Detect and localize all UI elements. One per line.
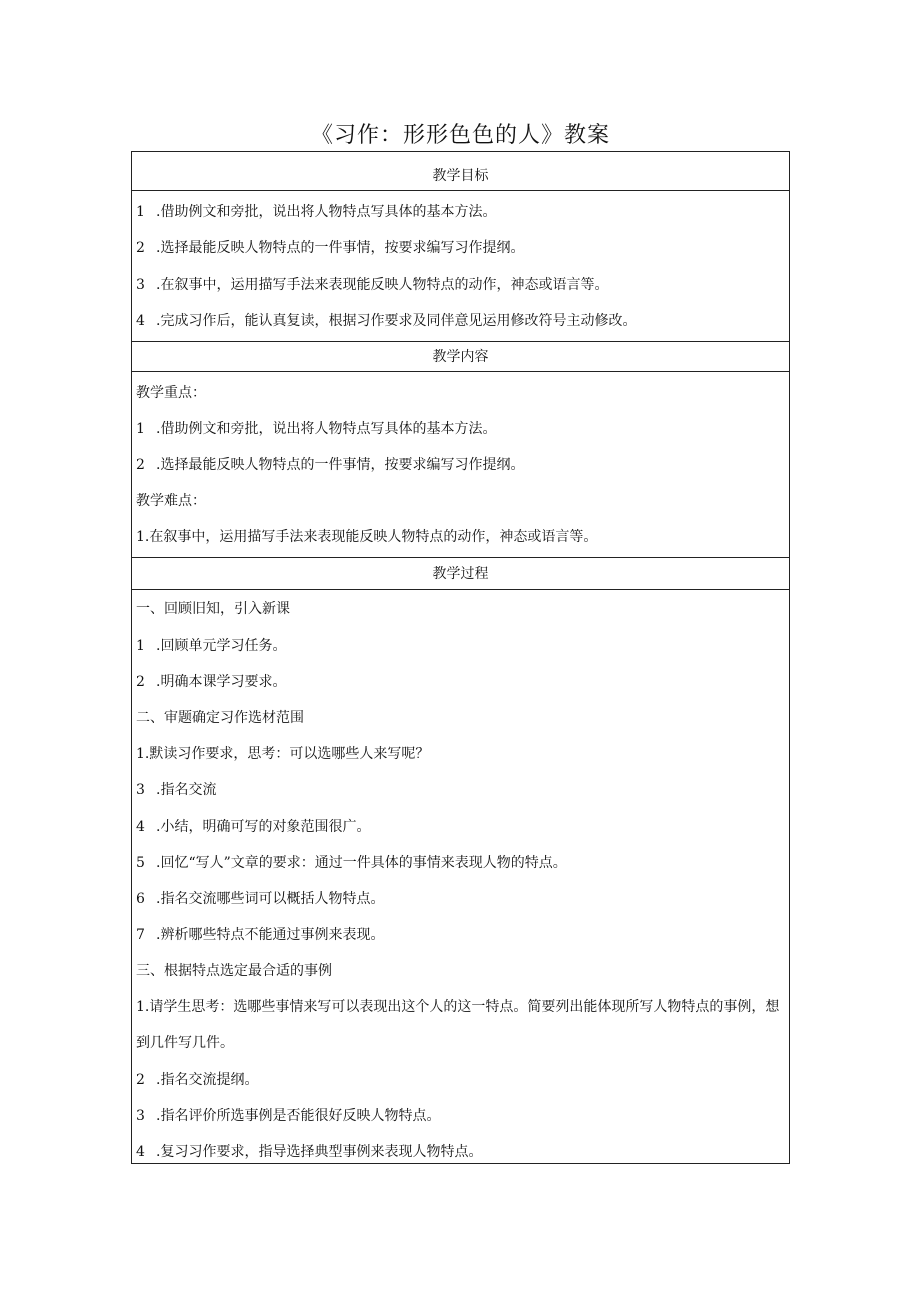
item-text: .指名评价所选事例是否能很好反映人物特点。 — [156, 1108, 441, 1124]
item-number: 4 — [136, 819, 145, 835]
divider — [132, 190, 789, 191]
item-number: 2 — [136, 674, 145, 690]
process-part-title: 三、根据特点选定最合适的事例 — [136, 963, 332, 979]
item-text: .完成习作后，能认真复读，根据习作要求及同伴意见运用修改符号主动修改。 — [156, 313, 637, 329]
process-heading: 教学过程 — [432, 566, 489, 582]
item-number: 1 — [136, 204, 145, 220]
item-text: .指名交流提纲。 — [156, 1072, 259, 1088]
process-step — [132, 1070, 789, 1090]
item-text: .选择最能反映人物特点的一件事情，按要求编写习作提纲。 — [156, 457, 525, 473]
item-number: 1 — [136, 421, 145, 437]
goals-heading: 教学目标 — [432, 168, 489, 184]
document-title: 《习作：形形色色的人》教案 — [310, 123, 610, 148]
divider — [132, 557, 789, 558]
item-number: 2 — [136, 240, 145, 256]
divider — [132, 371, 789, 372]
item-number: 2 — [136, 1072, 145, 1088]
item-text: .小结，明确可写的对象范围很广。 — [156, 819, 371, 835]
content-heading: 教学内容 — [432, 349, 489, 365]
difficult-point-item: 1.在叙事中，运用描写手法来表现能反映人物特点的动作，神态或语言等。 — [136, 529, 598, 545]
item-number: 3 — [136, 782, 145, 798]
item-number: 6 — [136, 891, 145, 907]
process-step: 1.请学生思考：选哪些事情来写可以表现出这个人的这一特点。简要列出能体现所写人物特点的事例，想到几件写几件。 — [136, 999, 780, 1051]
item-text: .回顾单元学习任务。 — [156, 638, 287, 654]
item-text: .复习习作要求，指导选择典型事例来表现人物特点。 — [156, 1144, 483, 1160]
item-text: .选择最能反映人物特点的一件事情，按要求编写习作提纲。 — [156, 240, 525, 256]
item-text: .回忆“写人”文章的要求：通过一件具体的事情来表现人物的特点。 — [156, 855, 567, 871]
goal-item — [132, 202, 789, 222]
divider — [132, 589, 789, 590]
key-point-item — [132, 455, 789, 475]
item-number: 1 — [136, 638, 145, 654]
process-step — [132, 817, 789, 837]
process-step — [132, 636, 789, 656]
item-number: 4 — [136, 1144, 145, 1160]
process-step — [132, 780, 789, 800]
process-step — [132, 1142, 789, 1162]
item-text: .借助例文和旁批，说出将人物特点写具体的基本方法。 — [156, 204, 497, 220]
item-number: 2 — [136, 457, 145, 473]
item-text: .在叙事中，运用描写手法来表现能反映人物特点的动作，神态或语言等。 — [156, 277, 609, 293]
lesson-plan-table — [131, 151, 790, 1164]
item-text: .指名交流 — [156, 782, 217, 798]
key-points-label: 教学重点： — [136, 385, 206, 401]
key-point-item — [132, 419, 789, 439]
process-step — [132, 925, 789, 945]
item-text: .指名交流哪些词可以概括人物特点。 — [156, 891, 385, 907]
item-number: 4 — [136, 313, 145, 329]
item-number: 7 — [136, 927, 145, 943]
item-text: .辨析哪些特点不能通过事例来表现。 — [156, 927, 385, 943]
item-text: .明确本课学习要求。 — [156, 674, 287, 690]
goal-item — [132, 238, 789, 258]
process-step — [132, 889, 789, 909]
goal-item — [132, 311, 789, 331]
process-part-title: 二、审题确定习作选材范围 — [136, 710, 304, 726]
process-step — [132, 672, 789, 692]
difficult-points-label: 教学难点： — [136, 493, 206, 509]
goal-item — [132, 275, 789, 295]
item-text: .借助例文和旁批，说出将人物特点写具体的基本方法。 — [156, 421, 497, 437]
divider — [132, 341, 789, 342]
item-number: 3 — [136, 1108, 145, 1124]
item-number: 5 — [136, 855, 145, 871]
process-part-title: 一、回顾旧知，引入新课 — [136, 601, 290, 617]
process-step — [132, 1106, 789, 1126]
process-step — [132, 853, 789, 873]
item-number: 3 — [136, 277, 145, 293]
process-step: 1.默读习作要求，思考：可以选哪些人来写呢？ — [136, 746, 430, 762]
